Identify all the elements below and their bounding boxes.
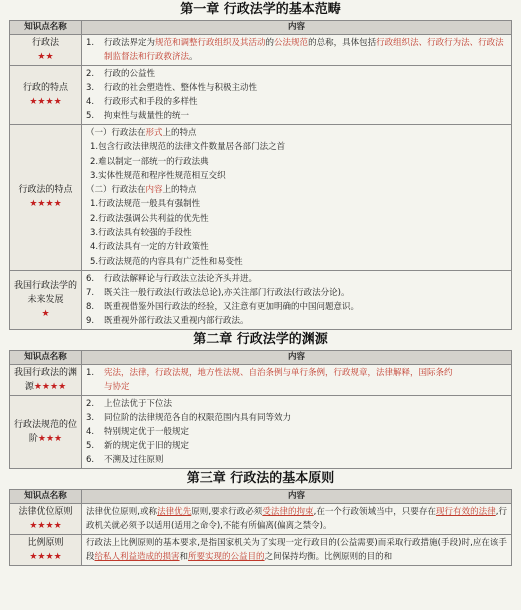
topic-cell xyxy=(10,503,82,534)
table-row xyxy=(10,503,512,534)
topic-cell xyxy=(10,534,82,565)
list-item xyxy=(86,411,507,425)
highlight-text: 现行有效的法律 xyxy=(435,506,496,517)
highlight-text: 法律优先 xyxy=(157,506,192,517)
list-item: 3.行政法具有较强的手段性 xyxy=(90,228,192,239)
table-row xyxy=(10,66,512,125)
text-span: ,在一个行政领域当中，只要存在 xyxy=(313,506,436,517)
topic-name: 我国行政法学的未来发展 xyxy=(14,280,78,305)
item-number: 2. xyxy=(86,398,95,409)
chapter1-title: 第一章 行政法学的基本范畴 xyxy=(180,2,341,17)
list-item xyxy=(86,366,507,394)
highlight-text: 公法规范 xyxy=(274,38,309,48)
list-item xyxy=(86,397,507,411)
item-text: 行政的社会塑造性、整体性与积极主动性 xyxy=(104,83,258,93)
header-content: 内容 xyxy=(82,21,512,35)
text-span: 原则,要求行政必须 xyxy=(191,506,263,517)
highlight-text: 给私人利益造成的损害 xyxy=(94,551,180,562)
chapter2-title: 第二章 行政法学的渊源 xyxy=(193,331,328,347)
topic-cell xyxy=(10,66,82,125)
item-text: 既关注一般行政法(行政法总论),亦关注部门行政法(行政法分论)。 xyxy=(104,287,350,298)
item-number: 8. xyxy=(86,301,95,312)
content-cell xyxy=(82,364,512,395)
chapter1-table xyxy=(9,20,512,330)
item-number: 6. xyxy=(86,454,95,465)
item-number: 6. xyxy=(86,273,95,284)
topic-name: 行政法规范的位阶 xyxy=(14,419,78,444)
list-item xyxy=(86,95,507,109)
text-span: 。 xyxy=(189,52,198,62)
text-span: 之间保持均衡。比例原则的目的和 xyxy=(264,551,393,562)
text-span: 和 xyxy=(179,551,189,562)
item-text: 上位法优于下位法 xyxy=(104,398,173,409)
text-span: 的 xyxy=(265,38,275,48)
rating-stars: ★★★★ xyxy=(33,381,67,392)
highlight-text: 规范和调整行政组织及其活动 xyxy=(155,38,266,48)
item-text: 特别规定优于一般规定 xyxy=(104,426,190,437)
topic-name: 行政法的特点 xyxy=(18,185,73,196)
list-item xyxy=(86,36,507,64)
paragraph xyxy=(86,536,507,564)
content-cell xyxy=(82,395,512,468)
item-number: 7. xyxy=(86,287,95,298)
item-number: 5. xyxy=(86,111,95,121)
rating-stars: ★★★★ xyxy=(29,97,62,107)
table-row xyxy=(10,364,512,395)
topic-cell xyxy=(10,35,82,66)
highlight-text: 形式 xyxy=(145,128,163,138)
item-number: 5. xyxy=(86,440,95,451)
table-row xyxy=(10,395,512,468)
text-span: 上的特点 xyxy=(162,128,197,138)
highlight-text: 所要实现的公益目的 xyxy=(188,551,265,562)
text-span: 行政法上比例原则的基本要求,是指国家机关为了实现一定行政目的(公益需要)而采取行政措施(手段)时,应在该手段 xyxy=(86,537,507,562)
table-row xyxy=(10,270,512,329)
item-number: 1. xyxy=(86,38,95,48)
rating-stars: ★★ xyxy=(37,52,54,62)
content-cell xyxy=(82,66,512,125)
topic-name: 行政的特点 xyxy=(22,83,68,93)
table-header-row xyxy=(10,350,512,364)
item-text: 不溯及过往原则 xyxy=(104,454,164,465)
rating-stars: ★ xyxy=(41,308,50,319)
highlight-text: 内容 xyxy=(145,185,163,196)
list-item xyxy=(86,286,507,300)
content-cell xyxy=(82,503,512,534)
chapter2-table xyxy=(9,350,512,469)
text-span: 与协定 xyxy=(104,381,130,392)
list-item xyxy=(86,425,507,439)
list-item: 5.行政法规范的内容具有广泛性和易变性 xyxy=(90,256,243,267)
item-text: 行政形式和手段的多样性 xyxy=(104,97,198,107)
rating-stars: ★★★ xyxy=(37,433,63,444)
table-row xyxy=(10,534,512,565)
table-header-row xyxy=(10,489,512,503)
text-span: 行政法界定为 xyxy=(104,38,156,48)
list-item: 1.行政法规范一般具有强制性 xyxy=(90,199,201,210)
item-number: 3. xyxy=(86,83,95,93)
list-item xyxy=(86,109,507,123)
item-text: 同位阶的法律规范各自的权限范围内具有同等效力 xyxy=(104,412,292,423)
list-item: 2.行政法强调公共利益的优先性 xyxy=(90,213,209,224)
list-item: 4.行政法具有一定的方针政策性 xyxy=(90,242,209,253)
item-text xyxy=(104,366,507,394)
header-name: 知识点名称 xyxy=(10,489,82,503)
table-header-row xyxy=(10,21,512,35)
topic-cell xyxy=(10,125,82,271)
paragraph xyxy=(86,505,507,533)
item-text: 行政法解释论与行政法立法论齐头并进。 xyxy=(104,273,258,284)
table-row xyxy=(10,35,512,66)
item-text: 行政的公益性 xyxy=(104,69,156,79)
list-item: 1.包含行政法律规范的法律文件数量居各部门法之首 xyxy=(90,142,286,153)
content-cell xyxy=(82,35,512,66)
text-span: 上的特点 xyxy=(162,185,197,196)
list-item: 3.实体性规范和程序性规范相互交织 xyxy=(90,170,226,181)
header-content: 内容 xyxy=(82,350,512,364)
topic-name: 比例原则 xyxy=(27,537,64,548)
table-row xyxy=(10,125,512,271)
highlight-text: 受法律的拘束 xyxy=(262,506,314,517)
item-text: 既重视外部行政法又重视内部行政法。 xyxy=(104,315,249,326)
list-item: 2.难以制定一部统一的行政法典 xyxy=(90,156,209,167)
header-content: 内容 xyxy=(82,489,512,503)
topic-cell xyxy=(10,395,82,468)
list-item xyxy=(86,439,507,453)
item-text xyxy=(104,36,507,64)
list-item xyxy=(86,453,507,467)
topic-cell xyxy=(10,270,82,329)
item-number: 1. xyxy=(86,367,95,378)
topic-name: 我国行政法的渊源 xyxy=(14,367,78,392)
chapter3-title: 第三章 行政法的基本原则 xyxy=(186,470,335,486)
header-name: 知识点名称 xyxy=(10,21,82,35)
list-item xyxy=(86,67,507,81)
text-span: （二）行政法在 xyxy=(86,185,146,196)
item-number: 4. xyxy=(86,97,95,107)
header-name: 知识点名称 xyxy=(10,350,82,364)
item-number: 3. xyxy=(86,412,95,423)
topic-name: 法律优位原则 xyxy=(18,506,73,517)
list-item xyxy=(86,314,507,328)
content-cell xyxy=(82,125,512,271)
content-cell xyxy=(82,270,512,329)
rating-stars: ★★★★ xyxy=(29,520,62,531)
rating-stars: ★★★★ xyxy=(29,551,62,562)
section-heading xyxy=(86,126,507,140)
rating-stars: ★★★★ xyxy=(29,199,62,210)
section-heading xyxy=(86,183,507,197)
text-span: 宪法，法律，行政法规，地方性法规、自治条例与单行条例，行政规章，法律解释，国际条约 xyxy=(104,367,453,378)
item-number: 9. xyxy=(86,315,95,326)
list-item xyxy=(86,300,507,314)
topic-name: 行政法 xyxy=(31,38,59,48)
item-text: 拘束性与裁量性的统一 xyxy=(104,111,190,121)
chapter3-table xyxy=(9,489,512,566)
item-number: 2. xyxy=(86,69,95,79)
text-span: 的总称，具体包括 xyxy=(308,38,377,48)
topic-cell xyxy=(10,364,82,395)
item-text: 新的规定优于旧的规定 xyxy=(104,440,190,451)
list-item xyxy=(86,81,507,95)
list-item xyxy=(86,272,507,286)
highlight-text: 行政组织法、行政行为法、行政法制监督法和行政救济法 xyxy=(104,38,504,62)
text-span: （一）行政法在 xyxy=(86,128,146,138)
text-span: ,行政机关就必须予以适用(适用之命令),不能有所偏离(偏离之禁令)。 xyxy=(86,506,507,531)
item-text: 既重视借鉴外国行政法的经验，又注意有更加明确的中国问题意识。 xyxy=(104,301,360,312)
text-span: 法律优位原则,或称 xyxy=(86,506,158,517)
item-number: 4. xyxy=(86,426,95,437)
content-cell xyxy=(82,534,512,565)
